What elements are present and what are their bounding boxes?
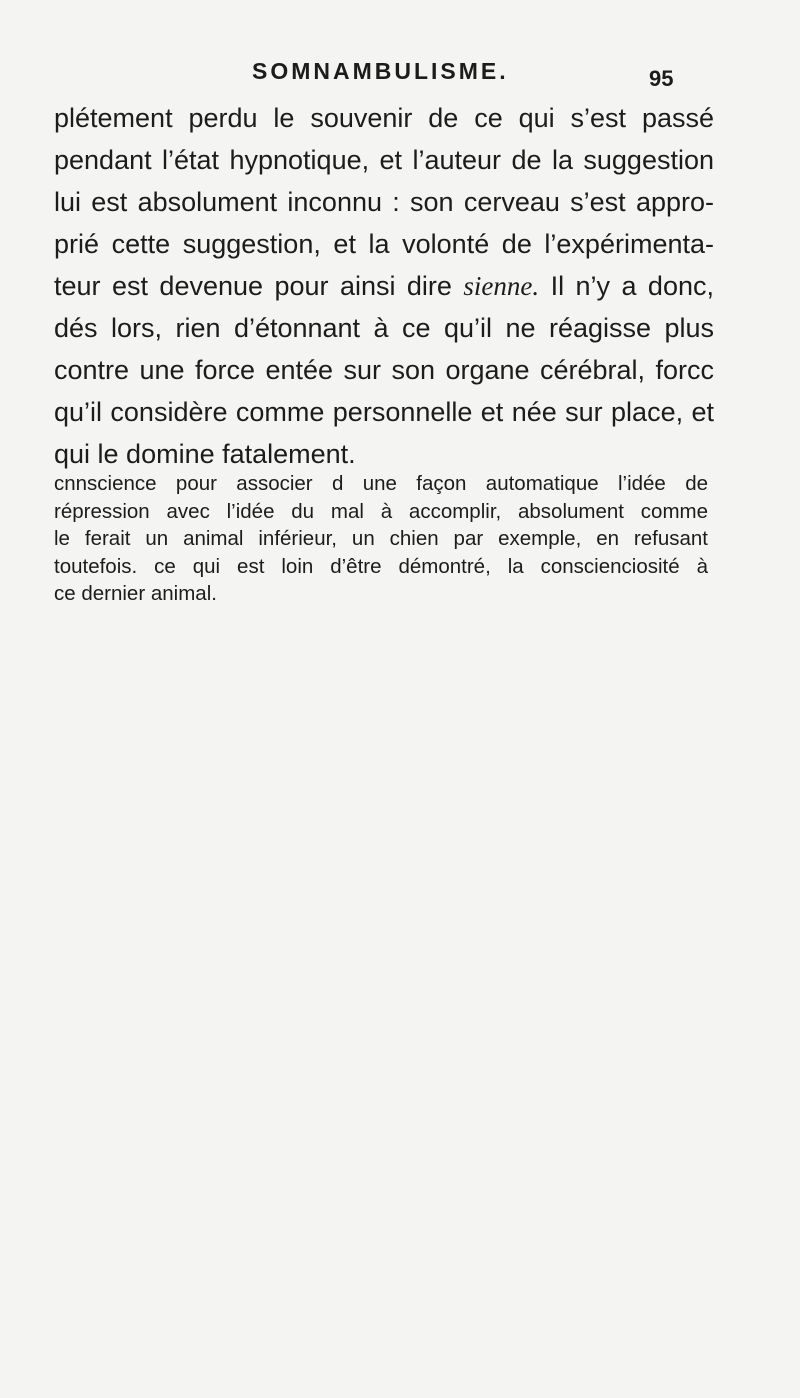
running-title: SOMNAMBULISME. [252, 58, 509, 84]
text-line: contre une force entée sur son organe cérébral, forcc [54, 355, 714, 385]
page-number: 95 [649, 66, 674, 91]
footnote-line: ce dernier animal. [54, 582, 217, 605]
text-line: dés lors, rien d’étonnant à ce qu’il ne réagisse plus [54, 313, 714, 343]
running-head [0, 58, 800, 91]
text-line-with-emphasis [54, 265, 714, 307]
footnote-line: toutefois. ce qui est loin d’être démontré, la conscienciosité à [54, 554, 708, 578]
text-line: pendant l’état hypnotique, et l’auteur de la suggestion [54, 145, 714, 175]
emphasized-word: sienne. [463, 271, 540, 301]
footnote-paragraph [54, 470, 708, 608]
text-fragment: Il n’y a donc, [550, 271, 714, 301]
main-paragraph [54, 97, 714, 475]
text-line: qu’il considère comme personnelle et née sur place, et [54, 397, 714, 427]
footnote-line: cnnscience pour associer d une façon automatique l’idée de [54, 472, 708, 495]
footnote-line: répression avec l’idée du mal à accomplir, absolument comme [54, 499, 708, 523]
text-line: plétement perdu le souvenir de ce qui s’est passé [54, 103, 714, 133]
text-line: prié cette suggestion, et la volonté de l’expérimenta- [54, 229, 714, 259]
text-line: lui est absolument inconnu : son cerveau s’est appro- [54, 187, 714, 217]
text-fragment: teur est devenue pour ainsi dire [54, 271, 452, 301]
text-line: qui le domine fatalement. [54, 439, 356, 469]
footnote-line: le ferait un animal inférieur, un chien par exemple, en refusant [54, 527, 708, 550]
